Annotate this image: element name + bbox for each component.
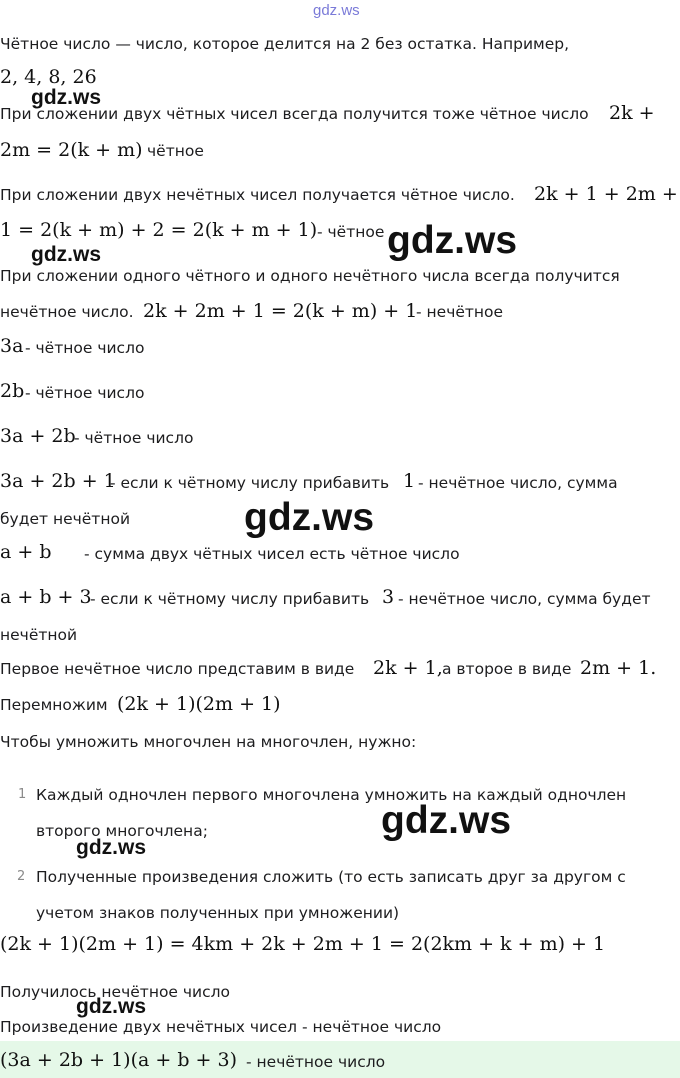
text-line: При сложении двух нечётных чисел получается чётное число. bbox=[0, 186, 515, 204]
math-inline: 2k + 1, bbox=[373, 657, 443, 679]
text-line: будет нечётной bbox=[0, 510, 131, 528]
list-item-text: Каждый одночлен первого многочлена умножить на каждый одночлен bbox=[36, 786, 627, 804]
math-inline: 2k + bbox=[609, 102, 655, 124]
math-inline: (3a + 2b + 1)(a + b + 3) bbox=[0, 1049, 237, 1071]
math-inline: 2m = 2(k + m) bbox=[0, 139, 143, 161]
math-inline: 1 = 2(k + m) + 2 = 2(k + m + 1) bbox=[0, 219, 318, 241]
text-line: Чётное число — число, которое делится на 2 без остатка. Например, bbox=[0, 35, 570, 53]
text-inline: - сумма двух чётных чисел есть чётное число bbox=[84, 545, 460, 563]
text-inline: а второе в виде bbox=[442, 660, 572, 678]
list-item-text: Полученные произведения сложить (то есть записать друг за другом с bbox=[36, 868, 626, 886]
math-inline: 3a + 2b + 1 bbox=[0, 470, 116, 492]
text-inline: - нечётное число, сумма будет bbox=[398, 590, 651, 608]
list-item-text: учетом знаков полученных при умножении) bbox=[36, 904, 400, 922]
text-inline: - если к чётному числу прибавить bbox=[110, 474, 390, 492]
watermark-top: gdz.ws bbox=[313, 2, 360, 19]
math-inline: 2m + 1. bbox=[580, 657, 657, 679]
text-line: Произведение двух нечётных чисел - нечётное число bbox=[0, 1018, 442, 1036]
text-inline: - нечётное число bbox=[246, 1053, 386, 1071]
math-inline: a + b + 3 bbox=[0, 586, 92, 608]
watermark: gdz.ws bbox=[76, 995, 147, 1018]
watermark: gdz.ws bbox=[76, 836, 147, 859]
text-line: При сложении двух чётных чисел всегда получится тоже чётное число bbox=[0, 105, 589, 123]
math-inline: 1 bbox=[403, 470, 416, 492]
list-number: 1 bbox=[18, 787, 27, 802]
text-inline: - чётное число bbox=[25, 384, 145, 402]
text-inline: Перемножим bbox=[0, 696, 108, 714]
math-inline: 2k + 1 + 2m + bbox=[534, 183, 678, 205]
text-line: нечётной bbox=[0, 626, 78, 644]
text-inline: чётное bbox=[147, 142, 204, 160]
math-inline: 3a + 2b bbox=[0, 425, 76, 447]
text-inline: - нечётное bbox=[416, 303, 504, 321]
math-inline: 2k + 2m + 1 = 2(k + m) + 1 bbox=[143, 300, 418, 322]
math-inline: 3 bbox=[382, 586, 395, 608]
list-number: 2 bbox=[17, 869, 26, 884]
math-inline: 3a bbox=[0, 335, 24, 357]
list-item-text: второго многочлена; bbox=[36, 822, 208, 840]
math-line: 2, 4, 8, 26 bbox=[0, 66, 97, 88]
watermark: gdz.ws bbox=[244, 496, 375, 539]
text-line: Получилось нечётное число bbox=[0, 983, 231, 1001]
watermark: gdz.ws bbox=[31, 86, 102, 109]
watermark: gdz.ws bbox=[31, 243, 102, 266]
math-inline: a + b bbox=[0, 541, 52, 563]
text-inline: - чётное число bbox=[25, 339, 145, 357]
text-inline: - нечётное число, сумма bbox=[418, 474, 618, 492]
text-inline: - чётное bbox=[317, 223, 385, 241]
text-line: Чтобы умножить многочлен на многочлен, нужно: bbox=[0, 733, 417, 751]
math-inline: (2k + 1)(2m + 1) bbox=[117, 693, 281, 715]
math-inline: 2b bbox=[0, 380, 25, 402]
text-inline: - если к чётному числу прибавить bbox=[90, 590, 370, 608]
text-line: При сложении одного чётного и одного нечётного числа всегда получится bbox=[0, 267, 620, 285]
text-inline: нечётное число. bbox=[0, 303, 134, 321]
text-inline: - чётное число bbox=[74, 429, 194, 447]
math-line: (2k + 1)(2m + 1) = 4km + 2k + 2m + 1 = 2(2km + k + m) + 1 bbox=[0, 933, 606, 955]
watermark: gdz.ws bbox=[387, 219, 518, 262]
watermark: gdz.ws bbox=[381, 799, 512, 842]
text-inline: Первое нечётное число представим в виде bbox=[0, 660, 355, 678]
